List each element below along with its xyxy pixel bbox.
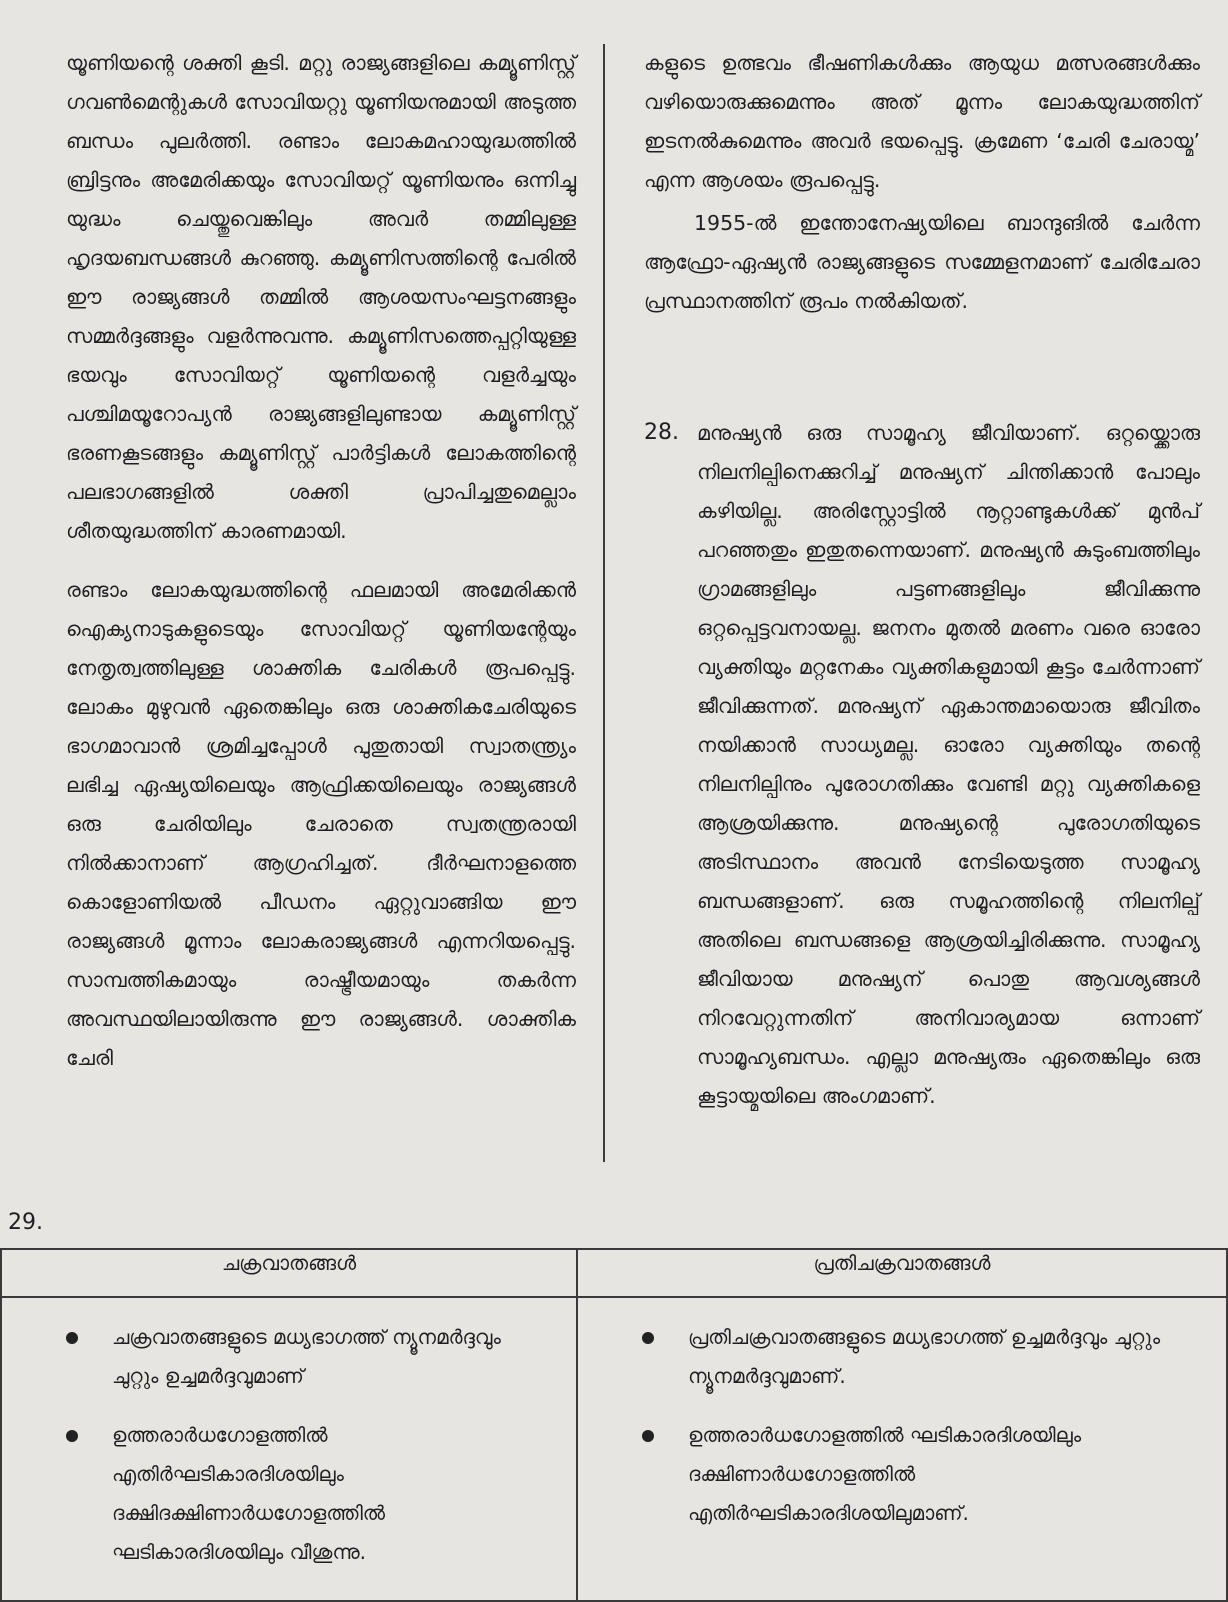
question-28-answer: മനുഷ്യൻ ഒരു സാമൂഹ്യ ജീവിയാണ്. ഒറ്റയ്ക്കൊരു നിലനില്പിനെക്കുറിച്ച് മനുഷ്യന് ചിന്തിക്കാൻ പോലും കഴിയില്ല. അരിസ്റ്റോട്ടിൽ നൂറ്റാണ്ടുകൾക്ക് മുൻപ് പറഞ്ഞതും ഇതുതന്നെയാണ്. മനുഷ്യൻ കുടുംബത്തിലും ഗ്രാമങ്ങളിലും പട്ടണങ്ങളിലും ജീവിക്കുന്നു ഒറ്റപ്പെട്ടവനായല്ല. ജനനം മുതൽ മരണം വരെ ഓരോ വ്യക്തിയും മറ്റനേകം വ്യക്തികളുമായി കൂട്ടം ചേർന്നാണ് ജീവിക്കുന്നത്. മനുഷ്യന് ഏകാന്തമായൊരു ജീവിതം നയിക്കാൻ സാധ്യമല്ല. ഓരോ വ്യക്തിയും തന്റെ നിലനില്പിനും പുരോഗതിക്കും വേണ്ടി മറ്റു വ്യക്തികളെ ആശ്രയിക്കുന്നു. മനുഷ്യന്റെ പുരോഗതിയുടെ അടിസ്ഥാനം അവൻ നേടിയെടുത്ത സാമൂഹ്യ ബന്ധങ്ങളാണ്. ഒരു സമൂഹത്തിന്റെ നിലനില്പ് അതിലെ ബന്ധങ്ങളെ ആശ്രയിച്ചിരിക്കുന്നു. സാമൂഹ്യ ജീവിയായ മനുഷ്യന് പൊതു ആവശ്യങ്ങൾ നിറവേറ്റുന്നതിന് അനിവാര്യമായ ഒന്നാണ് സാമൂഹ്യബന്ധം. എല്ലാ മനുഷ്യരും ഏതെങ്കിലും ഒരു കൂട്ടായ്മയിലെ അംഗമാണ്. (697, 421, 1200, 1108)
right-column (644, 44, 1200, 321)
left-paragraph-1: യൂണിയന്റെ ശക്തി കൂടി. മറ്റു രാജ്യങ്ങളിലെ കമ്യൂണിസ്റ്റ് ഗവൺമെന്റുകൾ സോവിയറ്റു യൂണിയനുമായി അടുത്ത ബന്ധം പുലർത്തി. രണ്ടാം ലോകമഹായുദ്ധത്തിൽ ബ്രിട്ടനും അമേരിക്കയും സോവിയറ്റ് യൂണിയനും ഒന്നിച്ചു യുദ്ധം ചെയ്തുവെങ്കിലും അവർ തമ്മിലുള്ള ഹൃദയബന്ധങ്ങൾ കുറഞ്ഞു. കമ്യൂണിസത്തിന്റെ പേരിൽ ഈ രാജ്യങ്ങൾ തമ്മിൽ ആശയസംഘട്ടനങ്ങളും സമ്മർദ്ദങ്ങളും വളർന്നുവന്നു. കമ്യൂണിസത്തെപ്പറ്റിയുള്ള ഭയവും സോവിയറ്റ് യൂണിയന്റെ വളർച്ചയും പശ്ചിമയൂറോപ്യൻ രാജ്യങ്ങളിലുണ്ടായ കമ്യൂണിസ്റ്റ് ഭരണകൂടങ്ങളും കമ്യൂണിസ്റ്റ് പാർട്ടികൾ ലോകത്തിന്റെ പലഭാഗങ്ങളിൽ ശക്തി പ്രാപിച്ചതുമെല്ലാം ശീതയുദ്ധത്തിന് കാരണമായി. (66, 51, 576, 543)
list-item: ഉത്തരാർധഗോളത്തിൽ ഘടികാരദിശയിലും ദക്ഷിണാർധഗോളത്തിൽ എതിർഘടികാരദിശയിലുമാണ്. (638, 1416, 1196, 1533)
list-item: ഉത്തരാർധഗോളത്തിൽ എതിർഘടികാരദിശയിലും ദക്ഷിദക്ഷിണാർധഗോളത്തിൽ ഘടികാരദിശയിലും വീശുന്നു. (62, 1416, 546, 1572)
table-header-row (1, 1249, 1227, 1297)
left-paragraph-2: രണ്ടാം ലോകയുദ്ധത്തിന്റെ ഫലമായി അമേരിക്കൻ ഐക്യനാടുകളുടെയും സോവിയറ്റ് യൂണിയന്റേയും നേതൃത്വത്തിലുള്ള ശാക്തിക ചേരികൾ രൂപപ്പെട്ടു. ലോകം മുഴുവൻ ഏതെങ്കിലും ഒരു ശാക്തികചേരിയുടെ ഭാഗമാവാൻ ശ്രമിച്ചപ്പോൾ പുതുതായി സ്വാതന്ത്ര്യം ലഭിച്ച ഏഷ്യയിലെയും ആഫ്രിക്കയിലെയും രാജ്യങ്ങൾ ഒരു ചേരിയിലും ചേരാതെ സ്വതന്ത്രരായി നിൽക്കാനാണ് ആഗ്രഹിച്ചത്. ദീർഘനാളത്തെ കൊളോണിയൽ പീഡനം ഏറ്റുവാങ്ങിയ ഈ രാജ്യങ്ങൾ മൂന്നാം ലോകരാജ്യങ്ങൾ എന്നറിയപ്പെട്ടു. സാമ്പത്തികമായും രാഷ്ട്രീയമായും തകർന്ന അവസ്ഥയിലായിരുന്നു ഈ രാജ്യങ്ങൾ. ശാക്തിക ചേരി (66, 578, 576, 1070)
comparison-table (0, 1248, 1228, 1602)
table-header-cyclones: ചക്രവാതങ്ങൾ (1, 1249, 577, 1297)
anticyclone-cell (577, 1297, 1227, 1601)
question-28-number: 28. (644, 420, 679, 445)
left-column (66, 44, 576, 1078)
anticyclone-points (638, 1318, 1196, 1533)
question-29-number: 29. (8, 1210, 43, 1235)
list-item: ചക്രവാതങ്ങളുടെ മധ്യഭാഗത്ത് ന്യൂനമർദ്ദവും ചുറ്റും ഉച്ചമർദ്ദവുമാണ് (62, 1318, 546, 1396)
list-item: പ്രതിചക്രവാതങ്ങളുടെ മധ്യഭാഗത്ത് ഉച്ചമർദ്ദവും ചുറ്റും ന്യൂനമർദ്ദവുമാണ്. (638, 1318, 1196, 1396)
cyclone-points (62, 1318, 546, 1572)
cyclone-cell (1, 1297, 577, 1601)
table-header-anticyclones: പ്രതിചക്രവാതങ്ങൾ (577, 1249, 1227, 1297)
column-divider (603, 44, 605, 1162)
right-paragraph-1: കളുടെ ഉത്ഭവം ഭീഷണികൾക്കും ആയുധ മത്സരങ്ങൾക്കും വഴിയൊരുക്കുമെന്നും അത് മൂന്നം ലോകയുദ്ധത്തിന് ഇടനൽകുമെന്നും അവർ ഭയപ്പെട്ടു. ക്രമേണ ‘ചേരി ചേരായ്മ’ എന്ന ആശയം രൂപപ്പെട്ടു. (644, 51, 1200, 192)
right-paragraph-2: 1955-ൽ ഇന്തോനേഷ്യയിലെ ബാന്ദുങിൽ ചേർന്ന ആഫ്രോ-ഏഷ്യൻ രാജ്യങ്ങളുടെ സമ്മേളനമാണ് ചേരിചേരാ പ്രസ്ഥാനത്തിന് രൂപം നൽകിയത്. (644, 211, 1200, 313)
table-row (1, 1297, 1227, 1601)
